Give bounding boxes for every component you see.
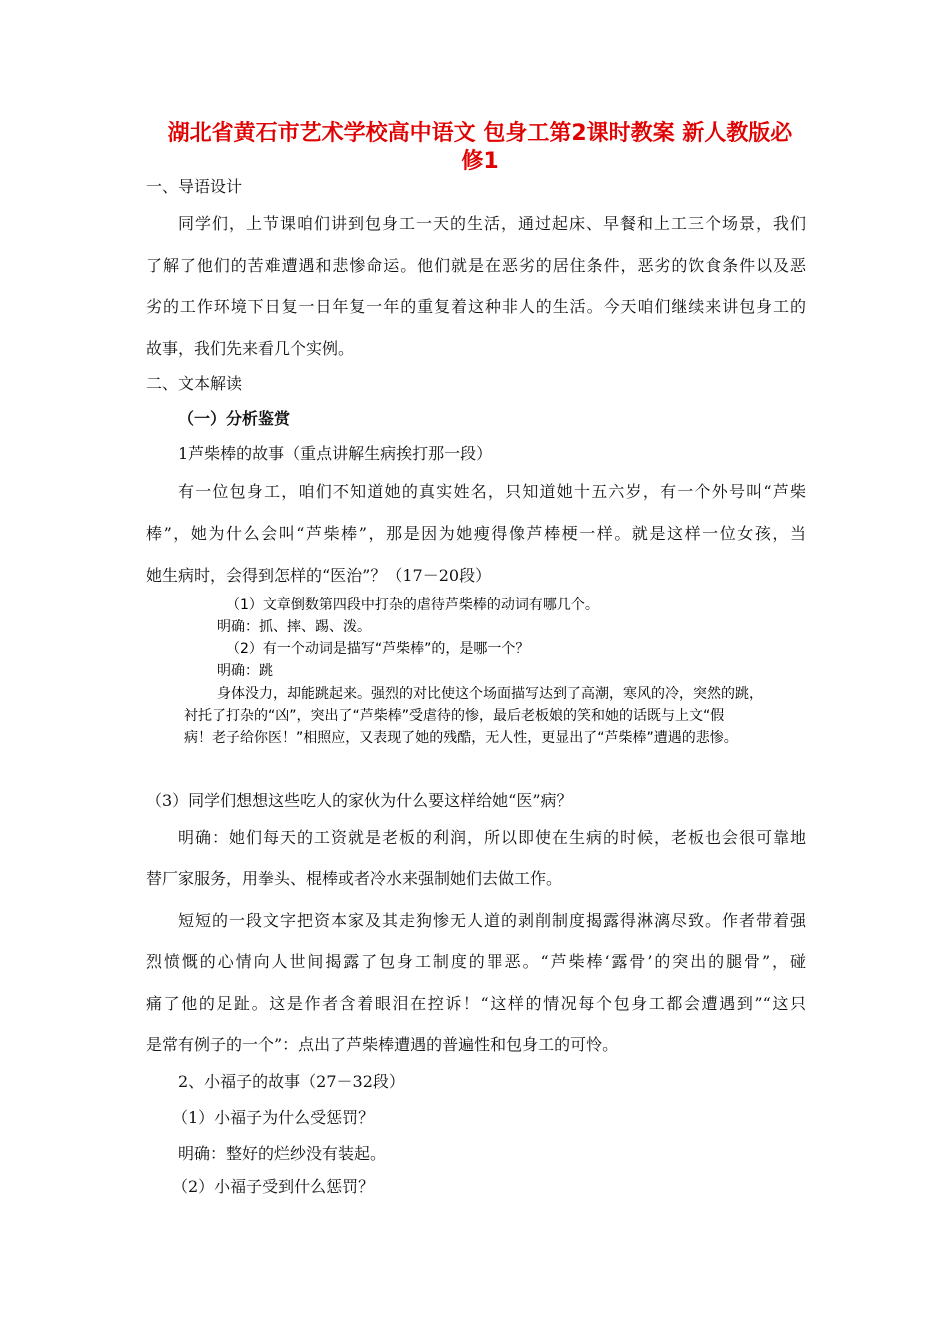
paragraph-line: 她生病时，会得到怎样的“医治”？（17－20段） (146, 566, 492, 585)
subsection-heading: （一）分析鉴赏 (178, 409, 291, 428)
title-line-1: 湖北省黄石市艺术学校高中语文 包身工第2课时教案 新人教版必 (167, 121, 793, 146)
paragraph-line: 短短的一段文字把资本家及其走狗惨无人道的剥削制度揭露得淋漓尽致。作者带着强 (178, 911, 806, 930)
title-line-2: 修1 (461, 149, 499, 174)
paragraph-line: 故事，我们先来看几个实例。 (146, 339, 355, 358)
paragraph-line: 有一位包身工，咱们不知道她的真实姓名，只知道她十五六岁，有一个外号叫“芦柴 (178, 482, 806, 501)
paragraph-line: 烈愤慨的心情向人世间揭露了包身工制度的罪恶。“芦柴棒‘露骨’的突出的腿骨”，碰 (146, 952, 806, 971)
image-text-line: 病！老子给你医！”相照应，又表现了她的残酷，无人性，更显出了“芦柴棒”遭遇的悲惨。 (184, 730, 738, 746)
paragraph-line: 了解了他们的苦难遭遇和悲惨命运。他们就是在恶劣的居住条件，恶劣的饮食条件以及恶 (146, 256, 806, 275)
paragraph-line: 同学们，上节课咱们讲到包身工一天的生活，通过起床、早餐和上工三个场景，我们 (178, 214, 806, 233)
paragraph-line: 替厂家服务，用拳头、棍棒或者冷水来强制她们去做工作。 (146, 869, 563, 888)
question-line: （3）同学们想想这些吃人的家伙为什么要这样给她“医”病？ (146, 791, 573, 810)
image-text-line: （1）文章倒数第四段中打杂的虐待芦柴棒的动词有哪几个。 (226, 597, 599, 613)
paragraph-line: 劣的工作环境下日复一日年复一年的重复着这种非人的生活。今天咱们继续来讲包身工的 (146, 297, 806, 316)
document-title (140, 120, 820, 176)
question-line: （1）小福子为什么受惩罚？ (172, 1108, 375, 1127)
image-text-line: 明确：跳 (217, 663, 273, 679)
image-text-line: 身体没力，却能跳起来。强烈的对比使这个场面描写达到了高潮，寒风的冷，突然的跳， (217, 686, 763, 702)
paragraph-line: 明确：她们每天的工资就是老板的利润，所以即使在生病的时候，老板也会很可靠地 (178, 828, 806, 847)
image-text-line: 明确：抓、摔、踢、泼。 (217, 619, 371, 635)
question-line: （2）小福子受到什么惩罚？ (172, 1177, 375, 1196)
image-text-line: 衬托了打杂的“凶”，突出了“芦柴棒”受虐待的惨，最后老板娘的笑和她的话既与上文“假 (184, 708, 725, 724)
paragraph-line: 棒”，她为什么会叫“芦柴棒”，那是因为她瘦得像芦棒梗一样。就是这样一位女孩，当 (146, 524, 806, 543)
paragraph-line: 痛了他的足趾。这是作者含着眼泪在控诉！“这样的情况每个包身工都会遭遇到”“这只 (146, 994, 806, 1013)
embedded-text-image (184, 592, 787, 752)
story-heading: 2、小福子的故事（27－32段） (178, 1072, 405, 1091)
paragraph-line: 是常有例子的一个”：点出了芦柴棒遭遇的普遍性和包身工的可怜。 (146, 1035, 619, 1054)
story-heading: 1芦柴棒的故事（重点讲解生病挨打那一段） (178, 444, 493, 463)
answer-line: 明确：整好的烂纱没有装起。 (178, 1144, 387, 1163)
section-heading-reading: 二、文本解读 (146, 374, 243, 393)
image-text-line: （2）有一个动词是描写“芦柴棒”的，是哪一个？ (226, 641, 530, 657)
section-heading-intro: 一、导语设计 (146, 177, 243, 196)
